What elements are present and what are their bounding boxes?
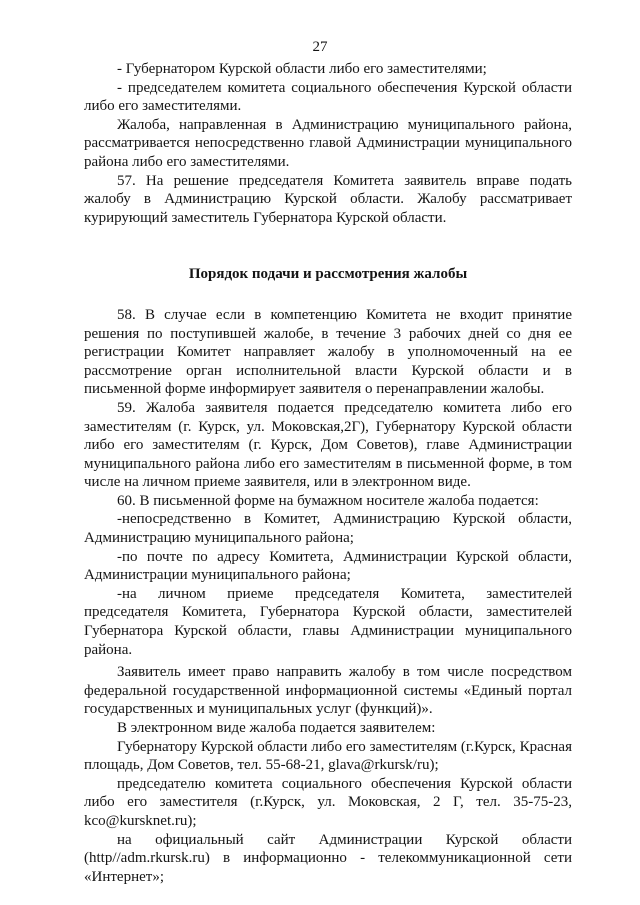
list-item: -непосредственно в Комитет, Администрацию Курской области, Администрацию муниципального района; — [84, 511, 572, 547]
list-item: -на личном приеме председателя Комитета, заместителей председателя Комитета, Губернатора Курской области, заместителей Губернатора Курской области, главы Администрации муниципального района. — [84, 585, 572, 658]
list-item: Губернатору Курской области либо его заместителям (г.Курск, Красная площадь, Дом Советов, тел. 55-68-21, glava@rkursk/ru); — [84, 738, 572, 774]
paragraph: - председателем комитета социального обеспечения Курской области либо его заместителями. — [84, 79, 572, 115]
list-item: председателю комитета социального обеспечения Курской области либо его заместителя (г.Курск, ул. Моковская, 2 Г, тел. 35-75-23, kco@kursknet.ru); — [84, 775, 572, 829]
paragraph: 57. На решение председателя Комитета заявитель вправе подать жалобу в Администрацию Курской области. Жалобу рассматривает курирующий заместитель Губернатора Курской области. — [84, 172, 572, 226]
paragraph: Жалоба, направленная в Администрацию муниципального района, рассматривается непосредственно главой Администрации муниципального района либо его заместителями. — [84, 116, 572, 170]
paragraph: - Губернатором Курской области либо его заместителями; — [117, 61, 487, 77]
paragraph: В электронном виде жалоба подается заявителем: — [117, 720, 436, 736]
page-number: 27 — [312, 39, 328, 55]
document-body — [84, 60, 572, 886]
list-item: на официальный сайт Администрации Курской области (http//adm.rkursk.ru) в информационно - телекоммуникационной сети «Интернет»; — [84, 831, 572, 885]
paragraph: 59. Жалоба заявителя подается председателю комитета либо его заместителям (г. Курск, ул. Моковская,2Г), Губернатору Курской области либо его заместителям (г. Курск, Дом Советов), главе Администрации муниципального района либо его заместителям в письменной форме, в том числе на личном приеме заявителя, или в электронном виде. — [84, 399, 572, 491]
list-item: -по почте по адресу Комитета, Администрации Курской области, Администрации муниципального района; — [84, 548, 572, 584]
paragraph: Заявитель имеет право направить жалобу в том числе посредством федеральной государственной информационной системы «Единый портал государственных и муниципальных услуг (функций)». — [84, 664, 572, 718]
paragraph: 58. В случае если в компетенцию Комитета не входит принятие решения по поступившей жалобе, в течение 3 рабочих дней со дня ее регистрации Комитет направляет жалобу в уполномоченный на ее рассмотрение орган исполнительной власти Курской области и в письменной форме информирует заявителя о перенаправлении жалобы. — [84, 306, 572, 398]
paragraph: 60. В письменной форме на бумажном носителе жалоба подается: — [117, 492, 539, 509]
section-heading: Порядок подачи и рассмотрения жалобы — [188, 266, 468, 283]
